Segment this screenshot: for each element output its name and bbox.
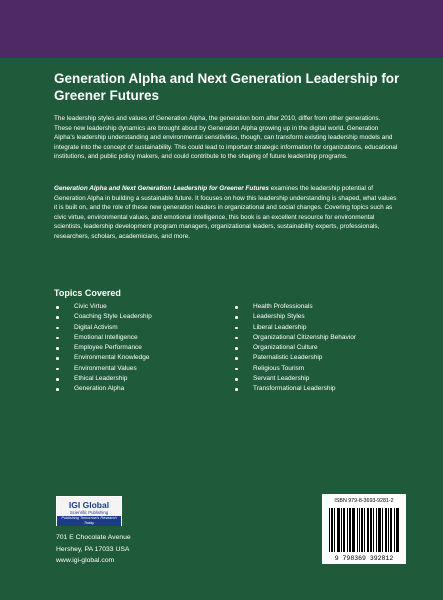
topic-item: Ethical Leadership — [54, 374, 219, 384]
inline-book-title: Generation Alpha and Next Generation Leadership for Greener Futures — [54, 185, 269, 192]
topics-heading: Topics Covered — [54, 288, 121, 298]
topic-item: Organizational Citizenship Behavior — [233, 333, 408, 343]
topic-item: Health Professionals — [233, 302, 408, 312]
barcode-stripe — [398, 508, 399, 552]
address-line-2: Hershey, PA 17033 USA — [56, 545, 130, 553]
topic-item: Leadership Styles — [233, 312, 408, 322]
topics-list-right — [233, 302, 408, 395]
topic-item: Generation Alpha — [54, 384, 219, 394]
address-line-1: 701 E Chocolate Avenue — [56, 534, 131, 541]
topic-item: Emotional Intelligence — [54, 333, 219, 343]
topic-item: Religious Tourism — [233, 364, 408, 374]
topics-list-left — [54, 302, 219, 395]
topic-item: Environmental Values — [54, 364, 219, 374]
book-title: Generation Alpha and Next Generation Leadership for Greener Futures — [54, 71, 400, 103]
top-color-band — [0, 0, 443, 58]
topic-item: Coaching Style Leadership — [54, 312, 219, 322]
isbn-barcode — [322, 494, 406, 564]
topic-item: Organizational Culture — [233, 343, 408, 353]
description-paragraph-1: The leadership styles and values of Generation Alpha, the generation born after 2010, differ from other generations. These new leadership dynamics are brought about by Generation Alpha growing up in the digital world. Generation Alpha’s leadership understanding and environmental sensitivities, though, can transform existing leadership models and integrate into the concept of sustainability. This could lead to important strategic information for organizations, educational institutions, and public policy makers, and could contribute to the shaping of future leadership programs. — [54, 115, 398, 161]
publisher-address — [56, 532, 146, 567]
logo-subtitle: Scientific Publishing — [69, 510, 109, 515]
logo-tagline: Publishing Tomorrow's Research Today — [57, 516, 121, 526]
paragraph-2-text: examines the leadership potential of Generation Alpha in building a sustainable future. It focuses on how this leadership understanding is shaped, what values it is built on, and the role of these new generation leaders in organizational and social changes. Covering topics such as civic virtue, environmental values, and emotional intelligence, this book is an excellent resource for environmental scientists, leadership development program managers, organizational leaders, sustainability experts, professionals, researchers, scholars, academicians, and more. — [54, 185, 397, 240]
publisher-logo — [56, 496, 122, 526]
description-paragraph-2 — [54, 184, 399, 242]
topic-item: Employee Performance — [54, 343, 219, 353]
topic-item: Environmental Knowledge — [54, 353, 219, 363]
logo-name: IGI Global — [68, 500, 110, 510]
isbn-label: ISBN 979-8-3693-9281-2 — [334, 498, 394, 504]
topic-item: Civic Virtue — [54, 302, 219, 312]
topic-item: Servant Leadership — [233, 374, 408, 384]
publisher-block — [56, 496, 146, 567]
barcode-number: 9 798369 392812 — [334, 555, 394, 562]
topic-item: Transformational Leadership — [233, 384, 408, 394]
topic-item: Digital Activism — [54, 323, 219, 333]
topic-item: Liberal Leadership — [233, 323, 408, 333]
topic-item: Paternalistic Leadership — [233, 353, 408, 363]
barcode-bars — [329, 508, 399, 552]
publisher-website: www.igi-global.com — [56, 557, 115, 564]
